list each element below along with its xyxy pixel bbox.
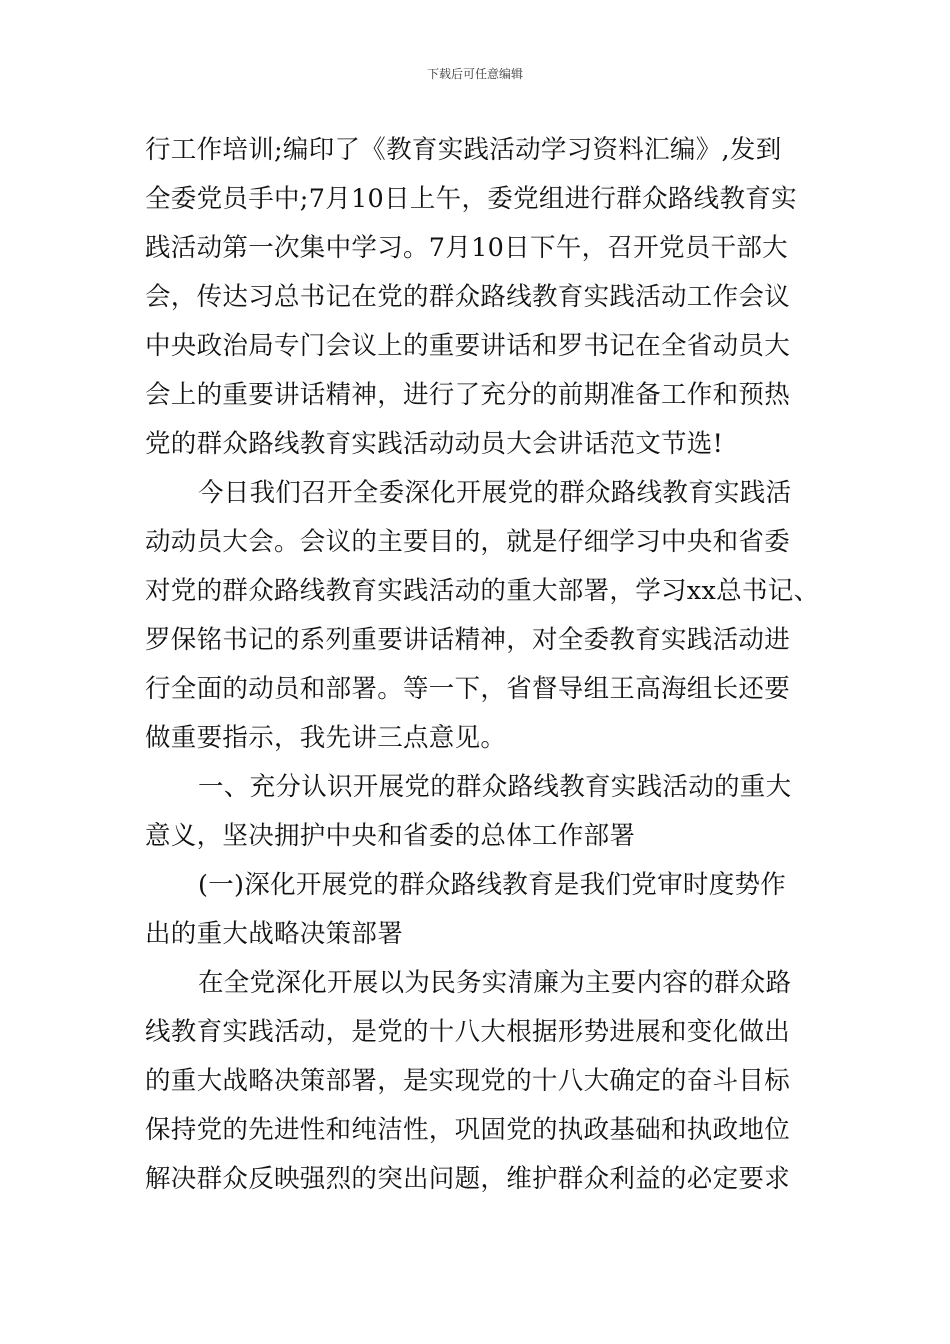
- text-line: 的重大战略决策部署，是实现党的十八大确定的奋斗目标: [145, 1066, 791, 1096]
- text-line: 保持党的先进性和纯洁性，巩固党的执政基础和执政地位: [145, 1115, 791, 1145]
- document-body: [145, 126, 820, 1204]
- text-line: 中央政治局专门会议上的重要讲话和罗书记在全省动员大: [145, 331, 791, 361]
- text-line: 在全党深化开展以为民务实清廉为主要内容的群众路: [198, 968, 792, 998]
- text-line: 出的重大战略决策部署: [145, 919, 404, 949]
- text-line: 动动员大会。会议的主要目的，就是仔细学习中央和省委: [145, 527, 791, 557]
- text-line: 解决群众反映强烈的突出问题，维护群众利益的必定要求: [145, 1164, 791, 1194]
- text-line: 今日我们召开全委深化开展党的群众路线教育实践活: [198, 478, 792, 508]
- text-line: 对党的群众路线教育实践活动的重大部署，学习xx总书记、: [145, 576, 820, 606]
- text-line: 意义，坚决拥护中央和省委的总体工作部署: [145, 821, 636, 851]
- text-line: 行全面的动员和部署。等一下，省督导组王高海组长还要: [145, 674, 791, 704]
- text-line: 做重要指示，我先讲三点意见。: [145, 723, 507, 753]
- text-line: 一、充分认识开展党的群众路线教育实践活动的重大: [198, 772, 792, 802]
- text-line: 践活动第一次集中学习。7月10日下午，召开党员干部大: [145, 233, 788, 263]
- text-line: 会，传达习总书记在党的群众路线教育实践活动工作会议: [145, 282, 791, 312]
- text-line: 罗保铭书记的系列重要讲话精神，对全委教育实践活动进: [145, 625, 791, 655]
- text-line: (一)深化开展党的群众路线教育是我们党审时度势作: [198, 870, 787, 900]
- text-line: 党的群众路线教育实践活动动员大会讲话范文节选!: [145, 429, 724, 459]
- text-line: 全委党员手中;7月10日上午，委党组进行群众路线教育实: [145, 184, 797, 214]
- text-line: 会上的重要讲话精神，进行了充分的前期准备工作和预热: [145, 380, 791, 410]
- page-header: 下载后可任意编辑: [426, 67, 523, 81]
- text-line: 线教育实践活动，是党的十八大根据形势进展和变化做出: [145, 1017, 791, 1047]
- text-line: 行工作培训;编印了《教育实践活动学习资料汇编》,发到: [145, 135, 782, 165]
